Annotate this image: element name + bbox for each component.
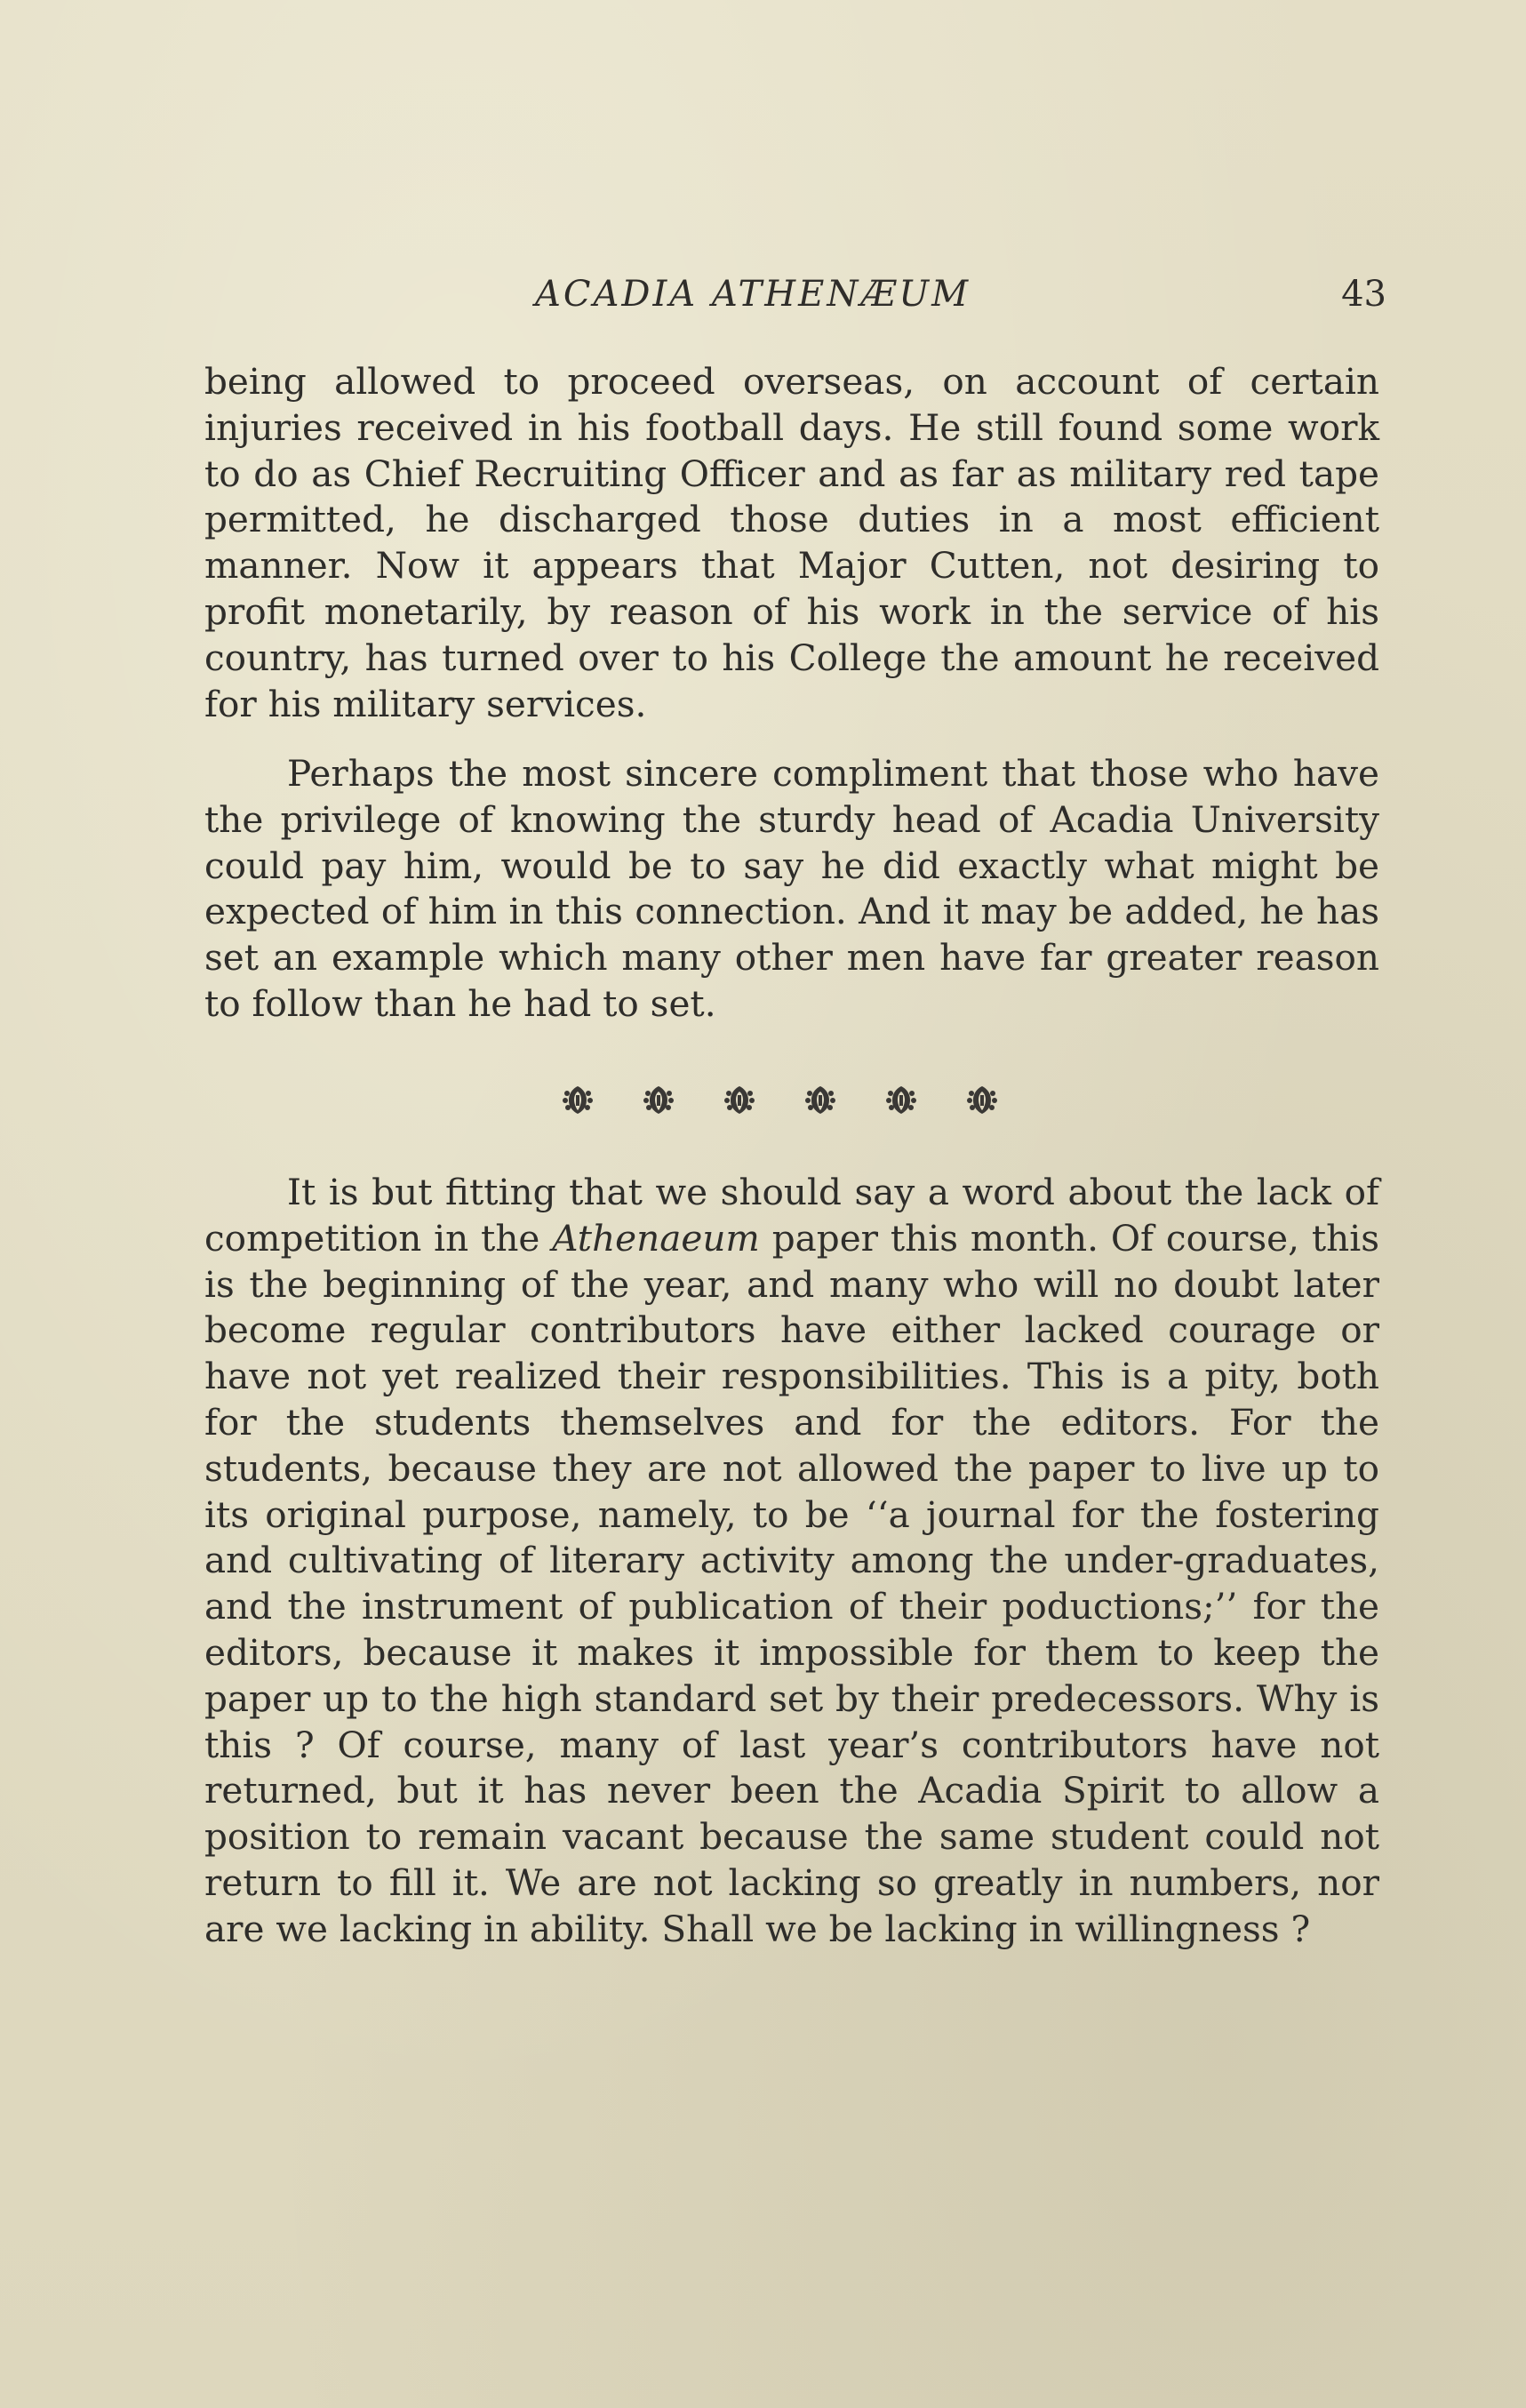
page-number: 43 — [1341, 274, 1386, 315]
wreath-icon — [804, 1083, 836, 1116]
paragraph-text — [204, 1170, 1379, 1953]
wreath-icon — [562, 1083, 594, 1116]
paragraph-text: being allowed to proceed overseas, on account of certain injuries received in his football days. He still found some work to do as Chief Recruiting Officer and as far as military red tape permitted, he discharged those duties in a most efficient manner. Now it appears that Major Cutten, not desiring to profit monetarily, by reason of his work in the service of his country, has turned over to his College the amount he received for his military services. — [204, 360, 1379, 725]
paragraph-3 — [204, 1170, 1379, 1953]
paragraph-text-part: paper this month. Of course, this is the beginning of the year, and many who will no doubt later become regular contributors have either lacked courage or have not yet realized their responsibilities. This is a pity, both for the students themselves and for the editors. For the students, because they are not allowed the paper to live up to its original purpose, namely, to be ‘‘a journal for the fostering and cultivating of literary activity among the under-graduates, and the instrument of publication of their poductions;’’ for the editors, because it makes it impossible for them to keep the paper up to the high standard set by their predecessors. Why is this ? Of course, many of last year’s contributors have not returned, but it has never been the Acadia Spirit to allow a position to remain vacant because the same student could not return to fill it. We are not lacking so greatly in numbers, nor are we lacking in ability. Shall we be lacking in willingness ? — [204, 1216, 1379, 1950]
wreath-icon — [966, 1083, 998, 1116]
wreath-icon — [885, 1083, 917, 1116]
running-title: ACADIA ATHENÆUM — [535, 274, 971, 315]
paragraph-text-part: It is but fitting that we should say a word about the lack of competition in the — [204, 1171, 1379, 1260]
paragraph-1 — [204, 359, 1379, 727]
publication-name: Athenaeum — [552, 1216, 760, 1260]
wreath-icon — [643, 1083, 675, 1116]
wreath-icon — [723, 1083, 755, 1116]
paragraph-text: Perhaps the most sincere compliment that those who have the privilege of knowing the sturdy head of Acadia University could pay him, would be to say he did exactly what might be expected of him in this connection. And it may be added, he has set an example which many other men have far greater reason to follow than he had to set. — [204, 752, 1379, 1025]
paragraph-2 — [204, 751, 1379, 1028]
page-header — [204, 274, 1386, 327]
section-divider — [562, 1083, 998, 1116]
